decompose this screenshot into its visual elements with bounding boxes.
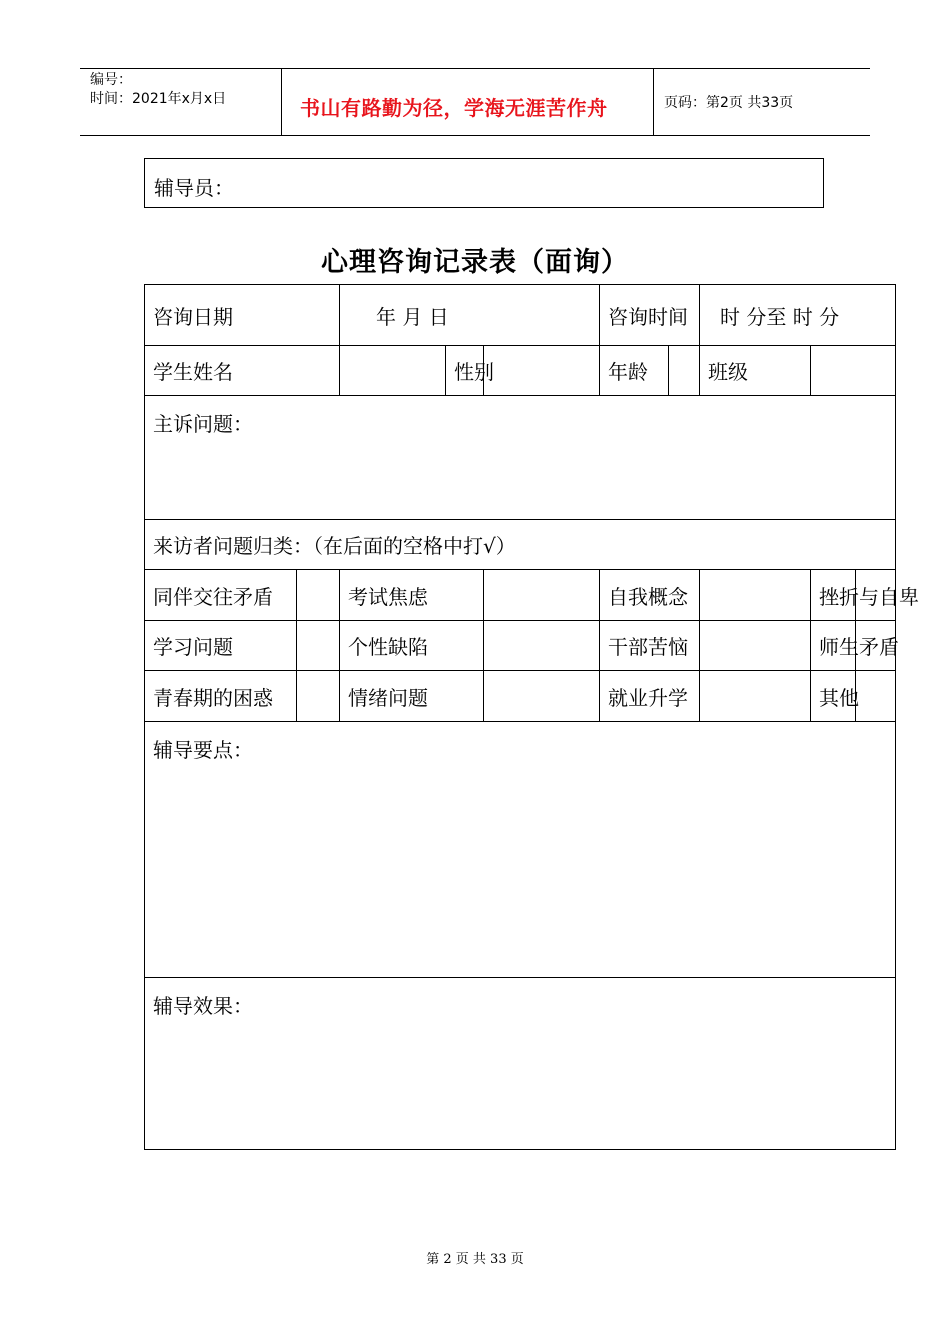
category-item: 情绪问题	[340, 671, 484, 722]
category-item: 师生矛盾	[811, 621, 856, 671]
category-checkbox[interactable]	[700, 671, 811, 722]
tutor-label: 辅导员：	[154, 176, 234, 200]
time-value-field[interactable]: 时 分至 时 分	[700, 285, 896, 346]
date-label: 咨询日期	[145, 285, 340, 346]
time-label: 咨询时间	[600, 285, 700, 346]
category-row	[145, 671, 896, 722]
complaint-row	[145, 396, 896, 520]
category-checkbox[interactable]	[484, 621, 600, 671]
class-label: 班级	[700, 346, 811, 396]
category-item: 考试焦虑	[340, 570, 484, 621]
guidance-label: 辅导要点：	[153, 738, 253, 762]
category-item: 个性缺陷	[340, 621, 484, 671]
date-time-row	[145, 285, 896, 346]
category-item: 干部苦恼	[600, 621, 700, 671]
category-item: 就业升学	[600, 671, 700, 722]
name-label: 学生姓名	[145, 346, 340, 396]
effect-row	[145, 978, 896, 1150]
date-value-field[interactable]: 年 月 日	[340, 285, 600, 346]
guidance-row	[145, 722, 896, 978]
consultation-form	[144, 284, 920, 1150]
category-item: 自我概念	[600, 570, 700, 621]
age-label: 年龄	[600, 346, 669, 396]
tutor-box	[144, 158, 824, 208]
header-divider	[653, 68, 654, 136]
header-motto: 书山有路勤为径，学海无涯苦作舟	[300, 96, 608, 120]
gender-field[interactable]	[484, 346, 600, 396]
category-checkbox[interactable]	[297, 621, 340, 671]
class-field[interactable]	[811, 346, 896, 396]
category-header-row	[145, 520, 896, 570]
doc-time-label: 时间：2021年x月x日	[90, 91, 227, 107]
header-bottom-rule	[80, 135, 870, 136]
category-item: 同伴交往矛盾	[145, 570, 297, 621]
doc-code-label: 编号：	[90, 72, 132, 88]
form-title: 心理咨询记录表（面询）	[321, 247, 629, 278]
category-item: 其他	[811, 671, 856, 722]
category-checkbox[interactable]	[700, 570, 811, 621]
header-page-info: 页码：第2页 共33页	[664, 95, 794, 111]
category-checkbox[interactable]	[297, 671, 340, 722]
category-checkbox[interactable]	[297, 570, 340, 621]
name-field[interactable]	[340, 346, 446, 396]
category-checkbox[interactable]	[856, 671, 896, 722]
page-footer: 第 2 页 共 33 页	[426, 1252, 524, 1267]
gender-label: 性别	[446, 346, 484, 396]
category-row	[145, 621, 896, 671]
complaint-field[interactable]	[145, 396, 896, 520]
effect-field[interactable]	[145, 978, 896, 1150]
effect-label: 辅导效果：	[153, 994, 253, 1018]
category-label: 来访者问题归类：（在后面的空格中打√）	[145, 520, 896, 570]
header-top-rule	[80, 68, 870, 69]
guidance-field[interactable]	[145, 722, 896, 978]
category-item: 挫折与自卑	[811, 570, 856, 621]
category-item: 学习问题	[145, 621, 297, 671]
student-info-row	[145, 346, 896, 396]
complaint-label: 主诉问题：	[153, 412, 253, 436]
category-checkbox[interactable]	[484, 570, 600, 621]
category-item: 青春期的困惑	[145, 671, 297, 722]
category-row	[145, 570, 896, 621]
category-checkbox[interactable]	[700, 621, 811, 671]
age-field[interactable]	[669, 346, 700, 396]
category-checkbox[interactable]	[484, 671, 600, 722]
header-divider	[281, 68, 282, 136]
